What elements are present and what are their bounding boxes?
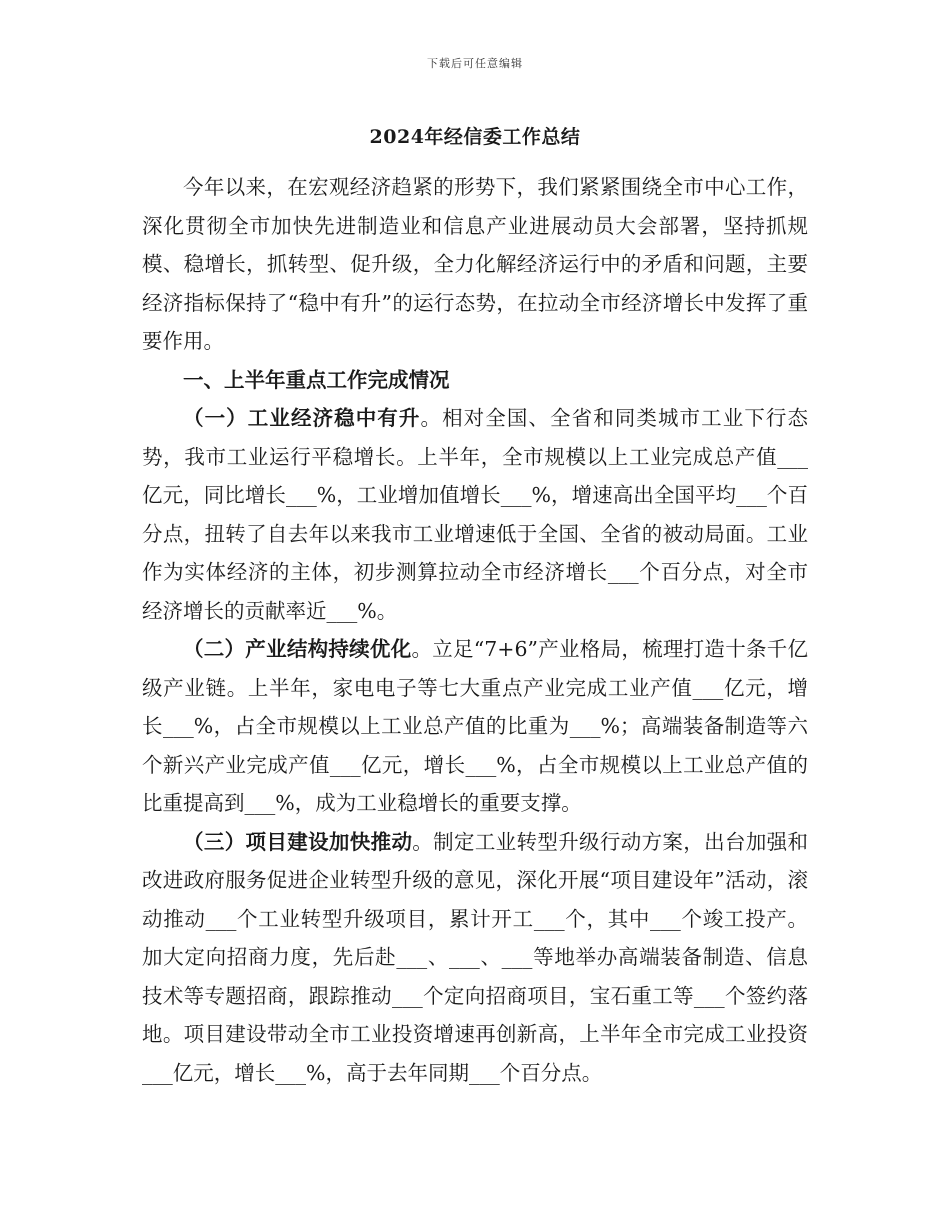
item-lead: （三）项目建设加快推动 bbox=[183, 829, 413, 854]
paragraph-item-3 bbox=[142, 823, 808, 1093]
item-lead: （二）产业结构持续优化 bbox=[183, 637, 412, 661]
document-title: 2024年经信委工作总结 bbox=[369, 126, 581, 148]
item-body: 。立足“7+6”产业格局，梳理打造十条千亿级产业链。上半年，家电电子等七大重点产业完成工业产值___亿元，增长___%，占全市规模以上工业总产值的比重为___%；高端装备制造等六个新兴产业完成产值___亿元，增长___%，占全市规模以上工业总产值的比重提高到___%，成为工业稳增长的重要支撑。 bbox=[142, 637, 808, 815]
intro-paragraph: 今年以来，在宏观经济趋紧的形势下，我们紧紧围绕全市中心工作，深化贯彻全市加快先进制造业和信息产业进展动员大会部署，坚持抓规模、稳增长，抓转型、促升级，全力化解经济运行中的矛盾和问题，主要经济指标保持了“稳中有升”的运行态势，在拉动全市经济增长中发挥了重要作用。 bbox=[142, 175, 808, 353]
document-body bbox=[142, 168, 808, 1092]
section-heading: 一、上半年重点工作完成情况 bbox=[183, 367, 450, 392]
item-lead: （一）工业经济稳中有升 bbox=[183, 406, 421, 430]
page-header-note: 下载后可任意编辑 bbox=[427, 57, 523, 70]
item-body: 。相对全国、全省和同类城市工业下行态势，我市工业运行平稳增长。上半年，全市规模以上工业完成总产值___亿元，同比增长___%，工业增加值增长___%，增速高出全国平均___个百分点，扭转了自去年以来我市工业增速低于全国、全省的被动局面。工业作为实体经济的主体，初步测算拉动全市经济增长___个百分点，对全市经济增长的贡献率近___%。 bbox=[142, 406, 809, 623]
paragraph-item-2 bbox=[142, 630, 808, 823]
paragraph-item-1 bbox=[142, 399, 808, 630]
item-body: 。制定工业转型升级行动方案，出台加强和改进政府服务促进企业转型升级的意见，深化开展“项目建设年”活动，滚动推动___个工业转型升级项目，累计开工___个，其中___个竣工投产。加大定向招商力度，先后赴___、___、___等地举办高端装备制造、信息技术等专题招商，跟踪推动___个定向招商项目，宝石重工等___个签约落地。项目建设带动全市工业投资增速再创新高，上半年全市完成工业投资___亿元，增长___%，高于去年同期___个百分点。 bbox=[142, 829, 809, 1085]
